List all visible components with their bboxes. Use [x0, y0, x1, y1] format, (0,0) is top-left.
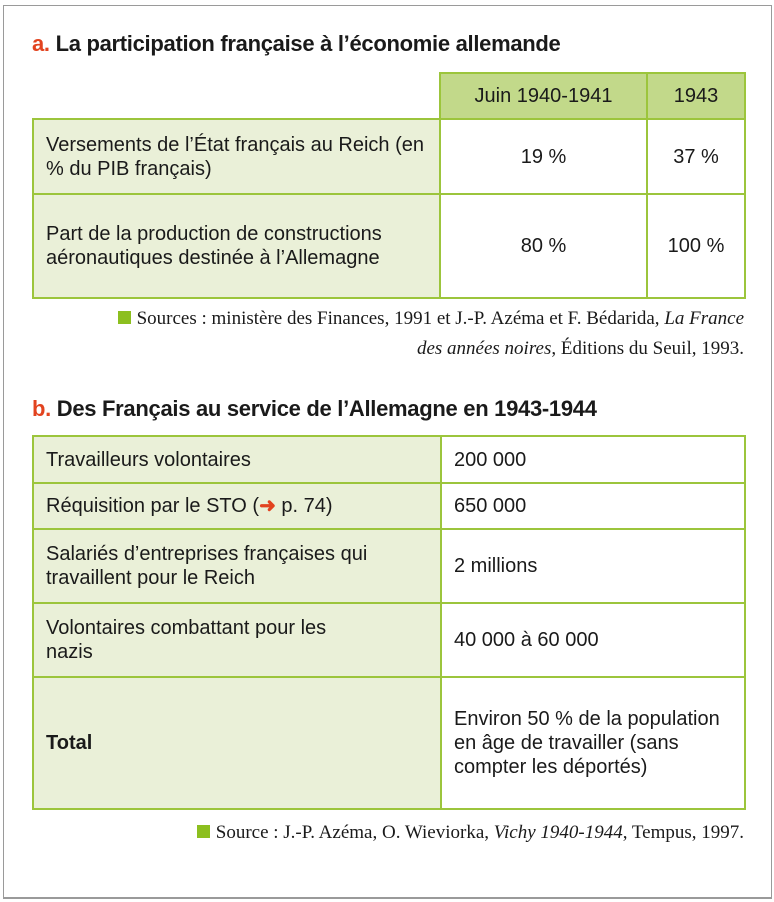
source-text: Sources : ministère des Finances, 1991 et J.-P. Azéma et F. Bédarida,	[136, 308, 665, 329]
empty-corner	[33, 73, 440, 119]
economy-table	[32, 72, 746, 299]
label-text: Réquisition par le STO (	[46, 495, 260, 517]
section-title-text: La participation française à l’économie allemande	[55, 31, 561, 56]
cell-value: 100 %	[647, 194, 745, 298]
row-label-total: Total	[33, 677, 441, 809]
source-text: , Éditions du Seuil, 1993.	[551, 338, 744, 359]
label-text: Volontaires combattant pour les nazis	[46, 617, 327, 663]
section-letter: b.	[32, 396, 51, 421]
column-header: Juin 1940-1941	[440, 73, 647, 119]
row-label: Versements de l’État français au Reich (en % du PIB français)	[33, 119, 440, 194]
cell-value: 19 %	[440, 119, 647, 194]
cell-value: 2 millions	[441, 529, 745, 603]
cell-value: 80 %	[440, 194, 647, 298]
row-label: Part de la production de constructions aéronautiques destinée à l’Allemagne	[33, 194, 440, 298]
cell-value: 650 000	[441, 483, 745, 529]
row-label	[33, 483, 441, 529]
table-row	[33, 194, 745, 298]
cell-value: 37 %	[647, 119, 745, 194]
total-text: Environ 50 % de la population en âge de travailler (sans compter les déportés)	[454, 708, 720, 778]
source-a	[104, 304, 744, 364]
section-letter: a.	[32, 31, 50, 56]
source-b	[144, 818, 744, 848]
table-row	[33, 483, 745, 529]
table-row	[33, 119, 745, 194]
page-reference: p. 74)	[275, 495, 333, 517]
source-title: Vichy 1940-1944	[493, 822, 623, 843]
table-row	[33, 603, 745, 677]
section-b-title	[32, 396, 597, 422]
cell-value	[441, 677, 745, 809]
row-label: Travailleurs volontaires	[33, 436, 441, 483]
section-a-title	[32, 31, 560, 57]
table-row	[33, 436, 745, 483]
cell-value: 200 000	[441, 436, 745, 483]
source-square-icon	[197, 825, 210, 838]
workers-table	[32, 435, 746, 810]
row-label: Salariés d’entreprises françaises qui travaillent pour le Reich	[33, 529, 441, 603]
arrow-right-icon: ➜	[259, 495, 276, 517]
source-text: Source : J.-P. Azéma, O. Wieviorka,	[215, 822, 494, 843]
source-square-icon	[118, 311, 131, 324]
row-label	[33, 603, 441, 677]
table-row	[33, 677, 745, 809]
table-row	[33, 529, 745, 603]
source-text: , Tempus, 1997.	[622, 822, 744, 843]
section-title-text: Des Français au service de l’Allemagne en 1943-1944	[56, 396, 597, 421]
source-title: La France des années noires	[416, 308, 744, 359]
column-header: 1943	[647, 73, 745, 119]
cell-value: 40 000 à 60 000	[441, 603, 745, 677]
